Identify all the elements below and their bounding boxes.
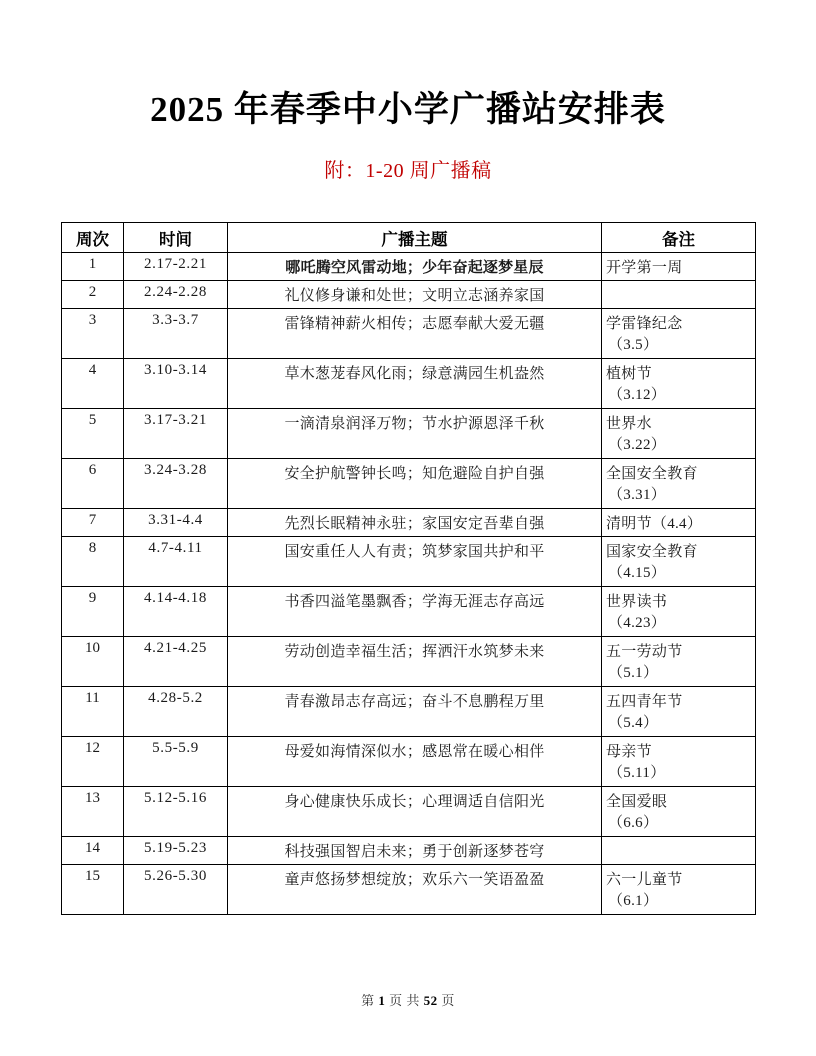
footer-page-num: 1 — [378, 993, 386, 1008]
note-line-1: 母亲节 — [606, 744, 652, 760]
note-line-2: （3.12） — [608, 387, 667, 403]
table-row — [62, 687, 756, 737]
note-line-2: （5.1） — [608, 665, 659, 681]
cell-time: 5.12-5.16 — [124, 787, 228, 837]
cell-time: 3.3-3.7 — [124, 309, 228, 359]
cell-time: 3.10-3.14 — [124, 359, 228, 409]
cell-time: 4.7-4.11 — [124, 537, 228, 587]
page-footer — [0, 990, 816, 1009]
cell-week: 6 — [62, 459, 124, 509]
cell-note — [602, 787, 756, 837]
cell-week: 5 — [62, 409, 124, 459]
footer-suffix: 页 — [441, 993, 455, 1008]
note-line-1: 国家安全教育 — [606, 544, 698, 560]
cell-note — [602, 359, 756, 409]
table-header-row — [62, 223, 756, 253]
cell-note — [602, 253, 756, 281]
title-block — [0, 88, 816, 185]
cell-topic: 母爱如海情深似水；感恩常在暖心相伴 — [228, 737, 602, 787]
table-body — [62, 253, 756, 915]
note-line-2: （3.5） — [608, 337, 659, 353]
cell-note — [602, 281, 756, 309]
note-line-2: （5.4） — [608, 715, 659, 731]
cell-week: 9 — [62, 587, 124, 637]
cell-week: 7 — [62, 509, 124, 537]
note-line-1: 植树节 — [606, 366, 652, 382]
cell-topic: 童声悠扬梦想绽放；欢乐六一笑语盈盈 — [228, 865, 602, 915]
cell-topic: 科技强国智启未来；勇于创新逐梦苍穹 — [228, 837, 602, 865]
cell-time: 3.24-3.28 — [124, 459, 228, 509]
cell-time: 5.26-5.30 — [124, 865, 228, 915]
table-row — [62, 253, 756, 281]
cell-week: 13 — [62, 787, 124, 837]
column-header-topic: 广播主题 — [228, 223, 602, 253]
cell-topic: 青春激昂志存高远；奋斗不息鹏程万里 — [228, 687, 602, 737]
table-header — [62, 223, 756, 253]
cell-note — [602, 737, 756, 787]
note-line-2: （5.11） — [608, 765, 666, 781]
cell-week: 4 — [62, 359, 124, 409]
cell-time: 3.31-4.4 — [124, 509, 228, 537]
cell-time: 4.28-5.2 — [124, 687, 228, 737]
cell-note — [602, 587, 756, 637]
cell-time: 5.5-5.9 — [124, 737, 228, 787]
table-row — [62, 309, 756, 359]
table-row — [62, 409, 756, 459]
footer-prefix: 第 — [361, 993, 375, 1008]
cell-topic: 安全护航警钟长鸣；知危避险自护自强 — [228, 459, 602, 509]
cell-note — [602, 687, 756, 737]
cell-topic: 身心健康快乐成长；心理调适自信阳光 — [228, 787, 602, 837]
note-line-1: 开学第一周 — [606, 260, 683, 276]
cell-note — [602, 409, 756, 459]
note-line-2: （3.31） — [608, 487, 667, 503]
note-line-1: 全国安全教育 — [606, 466, 698, 482]
note-line-2: （4.23） — [608, 615, 667, 631]
table-row — [62, 281, 756, 309]
table-row — [62, 459, 756, 509]
cell-note — [602, 309, 756, 359]
note-line-2: （6.6） — [608, 815, 659, 831]
column-header-note: 备注 — [602, 223, 756, 253]
cell-note — [602, 865, 756, 915]
table-row — [62, 787, 756, 837]
footer-middle: 页 共 — [389, 993, 420, 1008]
table-row — [62, 737, 756, 787]
table-row — [62, 637, 756, 687]
cell-topic: 礼仪修身谦和处世；文明立志涵养家国 — [228, 281, 602, 309]
cell-note — [602, 537, 756, 587]
cell-note — [602, 637, 756, 687]
cell-time: 4.14-4.18 — [124, 587, 228, 637]
cell-week: 2 — [62, 281, 124, 309]
cell-note — [602, 509, 756, 537]
cell-topic: 劳动创造幸福生活；挥洒汗水筑梦未来 — [228, 637, 602, 687]
schedule-table-container — [61, 222, 755, 915]
cell-week: 14 — [62, 837, 124, 865]
cell-topic: 草木葱茏春风化雨；绿意满园生机盎然 — [228, 359, 602, 409]
note-line-1: 五四青年节 — [606, 694, 683, 710]
note-line-2: （4.15） — [608, 565, 667, 581]
note-line-1: 学雷锋纪念 — [606, 316, 683, 332]
cell-topic: 先烈长眠精神永驻；家国安定吾辈自强 — [228, 509, 602, 537]
cell-time: 5.19-5.23 — [124, 837, 228, 865]
column-header-week: 周次 — [62, 223, 124, 253]
page-title: 2025 年春季中小学广播站安排表 — [150, 90, 666, 129]
note-line-1: 世界读书 — [606, 594, 668, 610]
cell-week: 12 — [62, 737, 124, 787]
cell-time: 2.24-2.28 — [124, 281, 228, 309]
cell-note — [602, 837, 756, 865]
note-line-1: 清明节（4.4） — [606, 516, 703, 532]
cell-week: 3 — [62, 309, 124, 359]
cell-time: 4.21-4.25 — [124, 637, 228, 687]
note-line-1: 全国爱眼 — [606, 794, 668, 810]
cell-week: 15 — [62, 865, 124, 915]
note-line-1: 世界水 — [606, 416, 652, 432]
schedule-table — [61, 222, 756, 915]
cell-time: 2.17-2.21 — [124, 253, 228, 281]
cell-week: 8 — [62, 537, 124, 587]
note-line-2: （3.22） — [608, 437, 667, 453]
table-row — [62, 509, 756, 537]
table-row — [62, 865, 756, 915]
cell-topic: 国安重任人人有责；筑梦家国共护和平 — [228, 537, 602, 587]
cell-topic: 哪吒腾空风雷动地；少年奋起逐梦星辰 — [228, 253, 602, 281]
page-subtitle: 附：1-20 周广播稿 — [324, 160, 492, 182]
cell-topic: 雷锋精神薪火相传；志愿奉献大爱无疆 — [228, 309, 602, 359]
cell-topic: 一滴清泉润泽万物；节水护源恩泽千秋 — [228, 409, 602, 459]
cell-week: 11 — [62, 687, 124, 737]
note-line-1: 六一儿童节 — [606, 872, 683, 888]
cell-note — [602, 459, 756, 509]
cell-time: 3.17-3.21 — [124, 409, 228, 459]
note-line-2: （6.1） — [608, 893, 659, 909]
cell-week: 10 — [62, 637, 124, 687]
cell-week: 1 — [62, 253, 124, 281]
column-header-time: 时间 — [124, 223, 228, 253]
table-row — [62, 837, 756, 865]
table-row — [62, 359, 756, 409]
footer-total: 52 — [423, 993, 438, 1008]
cell-topic: 书香四溢笔墨飘香；学海无涯志存高远 — [228, 587, 602, 637]
note-line-1: 五一劳动节 — [606, 644, 683, 660]
table-row — [62, 587, 756, 637]
table-row — [62, 537, 756, 587]
